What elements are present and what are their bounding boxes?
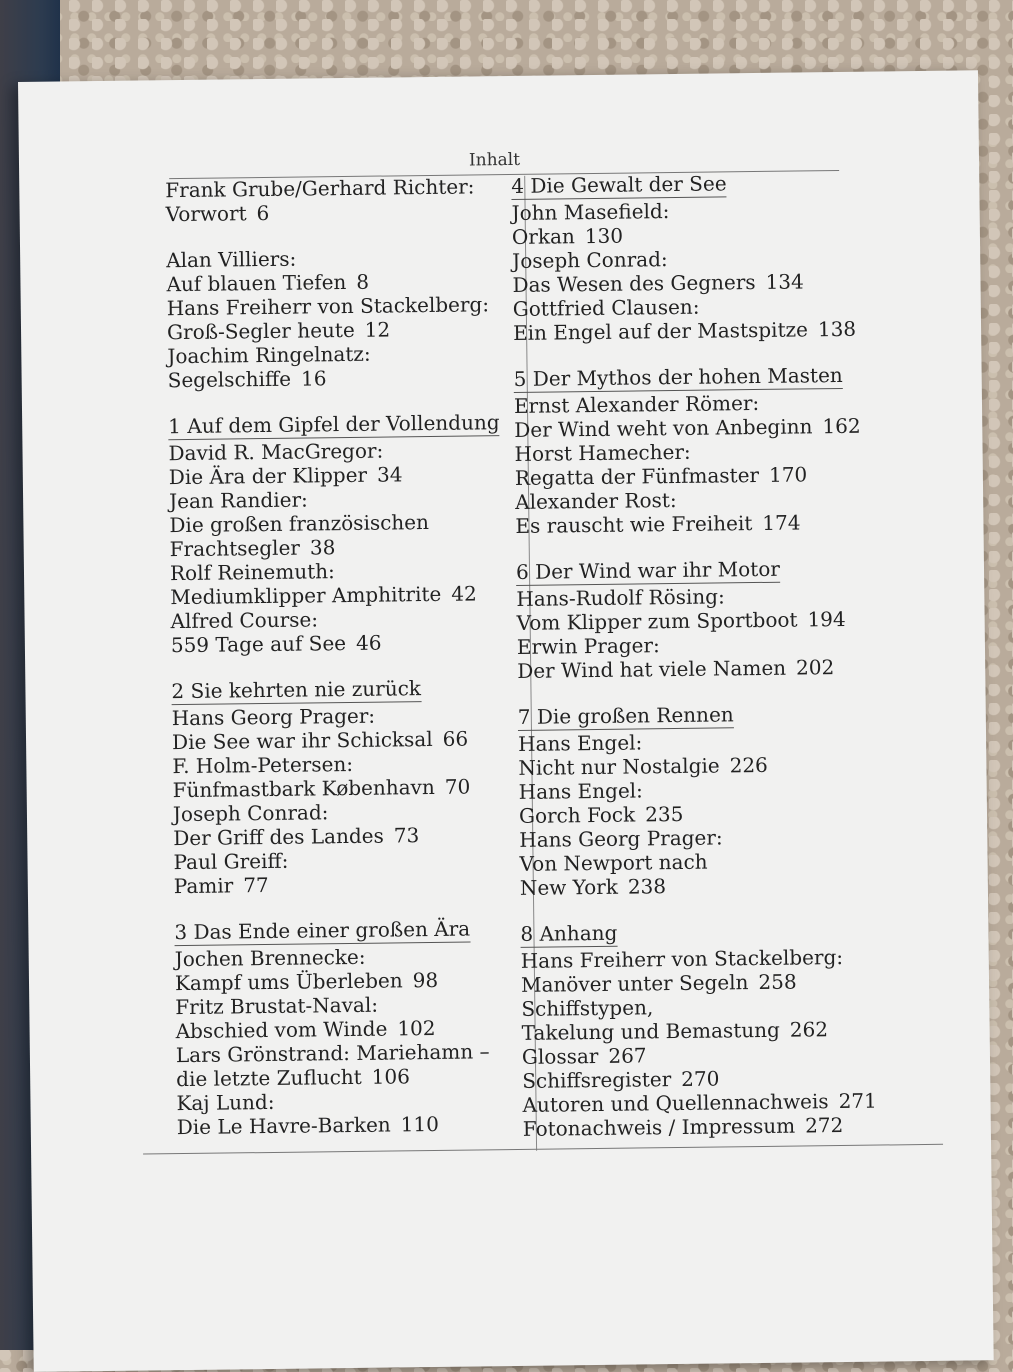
page-number: 110 (400, 1111, 440, 1137)
entry-text: Auf blauen Tiefen (166, 270, 347, 297)
entry-text: Die See war ihr Schicksal (171, 726, 433, 755)
page-number: 77 (243, 872, 269, 898)
entry-text: Rolf Reinemuth: (169, 559, 335, 586)
page-number: 174 (762, 510, 801, 535)
entry-text: 559 Tage auf See (170, 631, 347, 658)
entry-text: Autoren und Quellennachweis (522, 1089, 829, 1117)
page-number: 162 (822, 413, 861, 439)
section-title: 5 Der Mythos der hohen Masten (513, 362, 843, 391)
page-number: 235 (645, 801, 684, 827)
entry-text: Lars Grönstrand: Mariehamn – (175, 1039, 490, 1068)
entry-text: Paul Greiff: (173, 848, 289, 875)
page-number: 106 (371, 1064, 411, 1089)
entry-text: Hans Engel: (518, 778, 643, 804)
section-title: 6 Der Wind war ihr Motor (515, 556, 780, 584)
toc-section (174, 916, 537, 1139)
entry-text: Joseph Conrad: (172, 800, 329, 827)
toc-section (516, 556, 877, 683)
toc-section (518, 701, 880, 900)
page-number: 98 (412, 967, 439, 993)
entry-text: Hans Freiherr von Stackelberg: (166, 292, 490, 321)
page-number: 226 (729, 752, 768, 778)
entry-text: Hans Freiherr von Stackelberg: (520, 944, 844, 973)
entry-text: John Masefield: (511, 199, 670, 225)
entry-text: Alfred Course: (170, 607, 319, 634)
entry-text: Fünfmastbark København (172, 774, 435, 803)
section-title: 7 Die großen Rennen (517, 702, 734, 729)
entry-text: F. Holm-Petersen: (172, 751, 354, 779)
entry-text: Hans Engel: (517, 730, 643, 756)
page-number: 46 (355, 630, 382, 655)
page-number: 194 (807, 606, 846, 632)
entry-text: Ernst Alexander Römer: (513, 390, 760, 418)
page-number: 134 (765, 269, 804, 294)
entry-text: Alan Villiers: (166, 246, 297, 273)
section-title: 2 Sie kehrten nie zurück (171, 676, 422, 704)
entry-text: David R. MacGregor: (168, 438, 384, 466)
page-number: 73 (393, 823, 420, 848)
page-number: 12 (364, 317, 391, 342)
entry-text: Takelung und Bemastung (521, 1017, 780, 1045)
toc-left-column (165, 174, 537, 1161)
page-number: 267 (608, 1043, 647, 1068)
entry-text: Erwin Prager: (516, 633, 660, 659)
entry-text: Schiffstypen, (521, 995, 654, 1021)
page-number: 102 (397, 1015, 436, 1041)
book-page (18, 70, 994, 1372)
entry-text: Glossar (521, 1043, 599, 1069)
entry-text: Der Griff des Landes (173, 823, 384, 851)
entry-text: Mediumklipper Amphitrite (170, 581, 442, 610)
toc-entry (177, 1111, 537, 1139)
entry-text: Von Newport nach (519, 849, 708, 876)
entry-text: Alexander Rost: (515, 487, 677, 514)
page-number: 262 (789, 1017, 829, 1042)
entry-text: Groß-Segler heute (166, 317, 355, 345)
entry-text: Jean Randier: (168, 487, 308, 514)
page-number: 42 (451, 581, 477, 606)
toc-section (168, 410, 531, 657)
entry-text: Joseph Conrad: (512, 247, 668, 273)
toc-entry (522, 1017, 882, 1045)
page-number: 202 (795, 655, 835, 680)
entry-text: Die Le Havre-Barken (176, 1112, 391, 1140)
entry-text: Frachtsegler (169, 535, 301, 562)
entry-text: Abschied vom Winde (175, 1016, 388, 1044)
toc-entry (168, 364, 528, 392)
toc-entry (170, 581, 530, 609)
page-number: 271 (838, 1088, 877, 1114)
page-number: 16 (300, 366, 327, 391)
toc-entry (514, 414, 874, 442)
toc-entry (167, 292, 527, 320)
page-number: 70 (444, 774, 471, 799)
entry-text: Nicht nur Nostalgie (518, 753, 720, 780)
entry-text: Gottfried Clausen: (512, 294, 700, 321)
toc-entry (513, 317, 873, 345)
toc-section (514, 363, 876, 538)
toc-entry (176, 1039, 536, 1067)
page-number: 38 (309, 535, 336, 560)
toc-entry (165, 174, 525, 202)
entry-text: Der Wind weht von Anbeginn (514, 414, 813, 442)
section-title: 3 Das Ende einer großen Ära (174, 916, 471, 945)
entry-text: Fotonachweis / Impressum (522, 1113, 796, 1141)
entry-text: Vom Klipper zum Sportboot (516, 607, 798, 635)
toc-right-column (511, 170, 883, 1163)
entry-text: Gorch Fock (518, 802, 636, 828)
toc-entry (165, 198, 525, 226)
entry-text: Die Ära der Klipper (168, 462, 368, 490)
page-header: Inhalt (468, 149, 521, 171)
toc-section (511, 170, 873, 345)
entry-text: Frank Grube/Gerhard Richter: (165, 174, 475, 203)
entry-text: Pamir (173, 873, 234, 899)
entry-text: Jochen Brennecke: (174, 944, 366, 972)
toc-entry (516, 607, 876, 635)
page-number: 238 (627, 874, 667, 899)
entry-text: Hans Georg Prager: (171, 703, 376, 731)
section-title: 8 Anhang (520, 920, 618, 946)
entry-text: die letzte Zuflucht (176, 1064, 362, 1092)
entry-text: Vorwort (165, 201, 247, 227)
toc-entry (517, 655, 877, 683)
entry-text: Fritz Brustat-Naval: (175, 992, 379, 1020)
toc-section (165, 174, 526, 226)
page-number: 6 (256, 200, 270, 226)
entry-text: Der Wind hat viele Namen (517, 655, 787, 683)
entry-text: Die großen französischen (169, 510, 430, 538)
entry-text: Orkan (511, 224, 575, 249)
toc-entry (520, 872, 880, 900)
entry-text: Ein Engel auf der Mastspitze (512, 317, 809, 345)
page-number: 272 (804, 1112, 844, 1138)
page-number: 258 (758, 969, 797, 995)
toc-entry (171, 629, 531, 657)
entry-text: Schiffsregister (522, 1067, 672, 1093)
entry-text: Das Wesen des Gegners (512, 270, 756, 297)
page-number: 270 (681, 1066, 720, 1091)
page-number: 8 (356, 269, 370, 294)
page-number: 34 (376, 462, 403, 487)
entry-text: Manöver unter Segeln (520, 970, 749, 997)
entry-text: Joachim Ringelnatz: (167, 341, 371, 369)
page-number: 130 (584, 223, 624, 249)
entry-text: New York (519, 874, 619, 900)
toc-section (520, 918, 883, 1141)
toc-entry (515, 510, 875, 538)
entry-text: Horst Hamecher: (514, 439, 691, 466)
entry-text: Kaj Lund: (176, 1089, 275, 1116)
section-title: 4 Die Gewalt der See (511, 171, 727, 198)
entry-text: Es rauscht wie Freiheit (515, 511, 753, 538)
entry-text: Hans Georg Prager: (519, 825, 723, 852)
toc-entry (523, 1113, 883, 1141)
page-number: 66 (442, 726, 469, 751)
section-title: 1 Auf dem Gipfel der Vollendung (168, 410, 500, 439)
entry-text: Regatta der Fünfmaster (514, 462, 760, 490)
entry-text: Hans-Rudolf Rösing: (516, 584, 725, 611)
entry-text: Kampf ums Überleben (174, 968, 403, 996)
page-number: 170 (768, 462, 808, 487)
entry-text: Segelschiffe (167, 366, 292, 393)
toc-section (171, 675, 534, 898)
page-number: 138 (817, 316, 857, 342)
toc-entry (521, 945, 881, 973)
toc-entry (174, 870, 534, 898)
toc-section (166, 244, 528, 392)
